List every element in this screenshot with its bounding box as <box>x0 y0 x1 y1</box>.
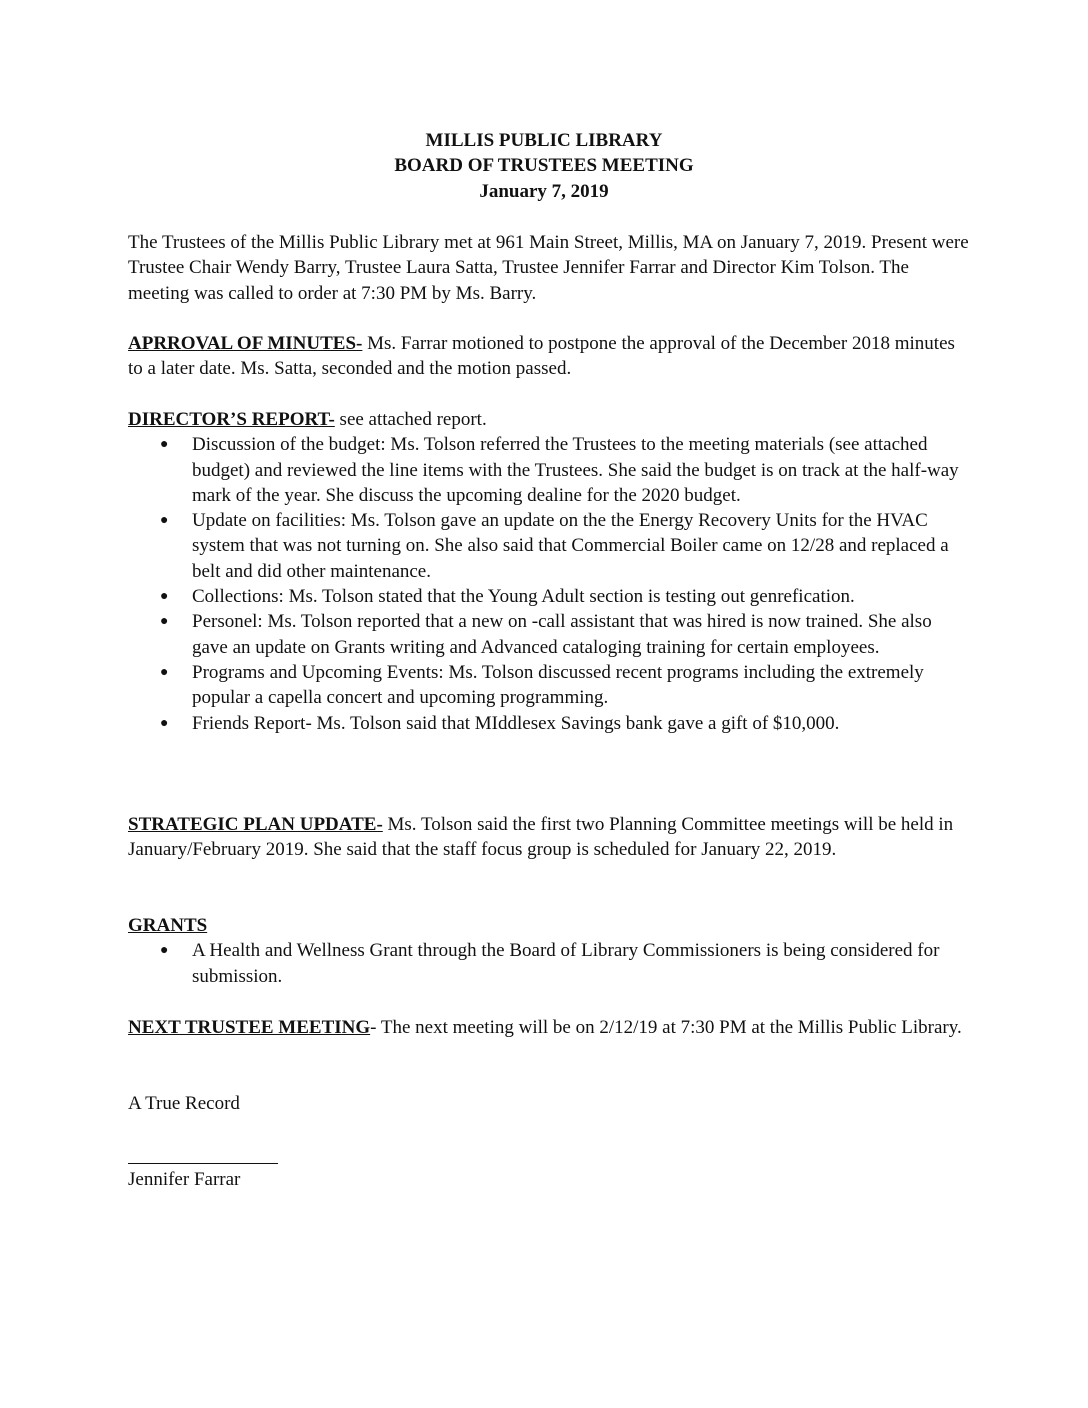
list-item: ● A Health and Wellness Grant through the Board of Library Commissioners is being considered for submission. <box>128 938 970 989</box>
minutes-heading: APRROVAL OF MINUTES- <box>128 333 363 354</box>
grants-heading: GRANTS <box>128 915 208 936</box>
document-header <box>0 128 1088 204</box>
director-text: see attached report. <box>334 409 487 430</box>
next-meeting-section <box>128 1015 970 1040</box>
director-heading: DIRECTOR’S REPORT- <box>128 409 335 430</box>
list-item: ● Collections: Ms. Tolson stated that the Young Adult section is testing out genrefication. <box>128 584 970 609</box>
list-item: ● Programs and Upcoming Events: Ms. Tolson discussed recent programs including the extremely popular a capella concert and upcoming programming. <box>128 660 970 711</box>
library-name: MILLIS PUBLIC LIBRARY <box>425 130 663 151</box>
director-section <box>128 407 970 736</box>
minutes-section <box>128 331 970 382</box>
minutes-text: Ms. Farrar motioned to postpone the approval of the December 2018 minutes to a later date. Ms. Satta, seconded and the motion passed. <box>128 333 955 380</box>
signature-line <box>128 1163 278 1164</box>
next-meeting-text: - The next meeting will be on 2/12/19 at 7:30 PM at the Millis Public Library. <box>370 1017 962 1038</box>
strategic-section <box>128 812 970 863</box>
signature-name: Jennifer Farrar <box>128 1169 241 1190</box>
list-item: ● Personel: Ms. Tolson reported that a new on -call assistant that was hired is now trained. She also gave an update on Grants writing and Advanced cataloging training for certain employees. <box>128 609 970 660</box>
strategic-heading: STRATEGIC PLAN UPDATE- <box>128 814 383 835</box>
meeting-date: January 7, 2019 <box>479 180 609 202</box>
list-item: ● Update on facilities: Ms. Tolson gave an update on the the Energy Recovery Units for the HVAC system that was not turning on. She also said that Commercial Boiler came on 12/28 and replaced a belt and did other maintenance. <box>128 508 970 584</box>
true-record-label: A True Record <box>128 1093 240 1114</box>
meeting-title: BOARD OF TRUSTEES MEETING <box>394 155 694 177</box>
strategic-text: Ms. Tolson said the first two Planning Committee meetings will be held in January/February 2019. She said that the staff focus group is scheduled for January 22, 2019. <box>128 814 954 861</box>
list-item: ● Discussion of the budget: Ms. Tolson referred the Trustees to the meeting materials (see attached budget) and reviewed the line items with the Trustees. She said the budget is on track at the half-way mark of the year. She discuss the upcoming dealine for the 2020 budget. <box>128 432 970 508</box>
grants-section <box>128 913 970 989</box>
next-meeting-heading: NEXT TRUSTEE MEETING <box>128 1017 371 1038</box>
list-item: ● Friends Report- Ms. Tolson said that MIddlesex Savings bank gave a gift of $10,000. <box>128 711 970 736</box>
intro-paragraph: The Trustees of the Millis Public Library met at 961 Main Street, Millis, MA on January 7, 2019. Present were Trustee Chair Wendy Barry, Trustee Laura Satta, Trustee Jennifer Farrar and Director Kim Tolson. The meeting was called to order at 7:30 PM by Ms. Barry. <box>128 232 969 304</box>
